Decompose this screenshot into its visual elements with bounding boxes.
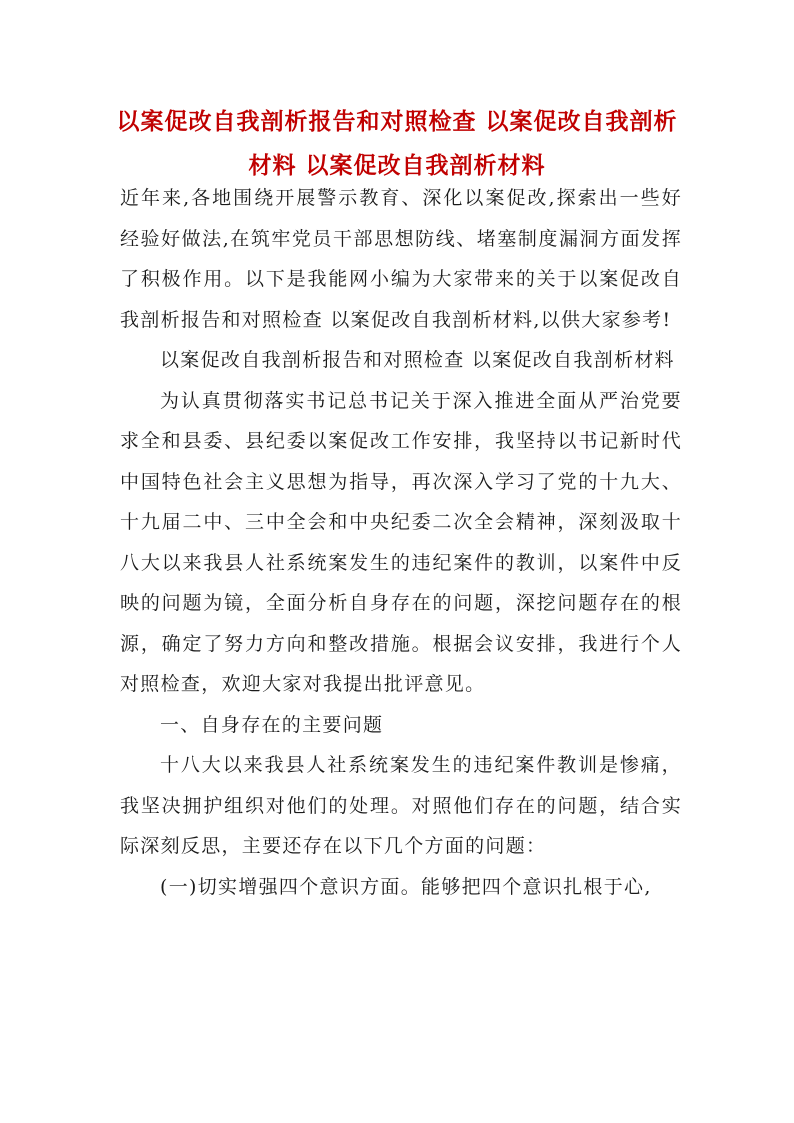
section-subheading: 一、自身存在的主要问题 bbox=[160, 713, 384, 736]
section-heading: 以案促改自我剖析报告和对照检查 以案促改自我剖析材料 bbox=[160, 349, 675, 371]
intro-paragraph: 近年来,各地围绕开展警示教育、深化以案促改,探索出一些好经验好做法,在筑牢党员干部思想防线、堵塞制度漏洞方面发挥了积极作用。以下是我能网小编为大家带来的关于以案促改自我剖析报告和对照检查 以案促改自我剖析材料,以供大家参考! bbox=[120, 187, 682, 331]
body-paragraph: (一)切实增强四个意识方面。能够把四个意识扎根于心, bbox=[160, 875, 652, 898]
body-paragraph: 十八大以来我县人社系统案发生的违纪案件教训是惨痛，我坚决拥护组织对他们的处理。对照他们存在的问题，结合实际深刻反思，主要还存在以下几个方面的问题： bbox=[120, 754, 682, 857]
document-title: 以案促改自我剖析报告和对照检查 以案促改自我剖析材料 以案促改自我剖析材料 bbox=[116, 109, 678, 179]
document-body bbox=[120, 178, 682, 907]
body-paragraph: 为认真贯彻落实书记总书记关于深入推进全面从严治党要求全和县委、县纪委以案促改工作安排，我坚持以书记新时代中国特色社会主义思想为指导，再次深入学习了党的十九大、十九届二中、三中全会和中央纪委二次全会精神，深刻汲取十八大以来我县人社系统案发生的违纪案件的教训，以案件中反映的问题为镜，全面分析自身存在的问题，深挖问题存在的根源，确定了努力方向和整改措施。根据会议安排，我进行个人对照检查，欢迎大家对我提出批评意见。 bbox=[120, 389, 682, 695]
